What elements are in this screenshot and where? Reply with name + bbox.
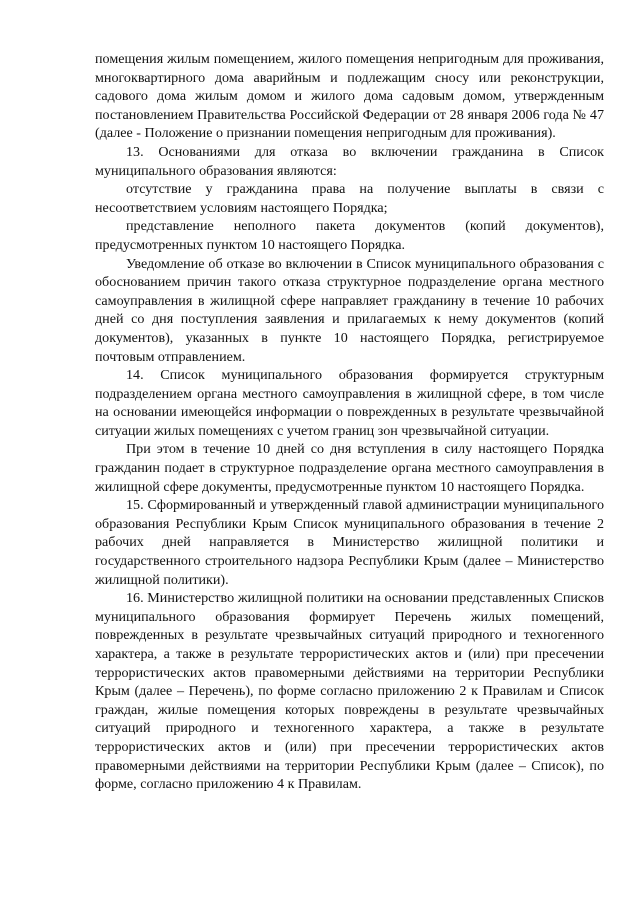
paragraph-13-item-2: представление неполного пакета документов (копий документов), предусмотренных пунктом 10 настоящего Порядка. [95, 218, 604, 253]
paragraph-13-item-1: отсутствие у гражданина права на получение выплаты в связи с несоответствием условиям настоящего Порядка; [95, 181, 604, 216]
paragraph-14-deadline: При этом в течение 10 дней со дня вступления в силу настоящего Порядка гражданин подает в структурное подразделение органа местного самоуправления в жилищной сфере документы, предусмотренные пунктом 10 настоящего Порядка. [95, 441, 604, 495]
paragraph-14: 14. Список муниципального образования формируется структурным подразделением органа местного самоуправления в жилищной сфере, в том числе на основании имеющейся информации о поврежденных в результате чрезвычайной ситуации жилых помещениях с учетом границ зон чрезвычайной ситуации. [95, 367, 604, 439]
paragraph-15: 15. Сформированный и утвержденный главой администрации муниципального образования Республики Крым Список муниципального образования в течение 2 рабочих дней направляется в Министерство жилищной политики и государственного строительного надзора Республики Крым (далее – Министерство жилищной политики). [95, 497, 604, 588]
paragraph-13: 13. Основаниями для отказа во включении гражданина в Список муниципального образования являются: [95, 143, 604, 179]
paragraph-13-notice: Уведомление об отказе во включении в Список муниципального образования с обоснованием причин такого отказа структурное подразделение органа местного самоуправления в жилищной сфере направляет гражданину в течение 10 рабочих дней со дня поступления заявления и прилагаемых к нему документов (копий документов), указанных в пункте 10 настоящего Порядка, регистрируемое почтовым отправлением. [95, 255, 604, 365]
paragraph-16: 16. Министерство жилищной политики на основании представленных Списков муниципального образования формирует Перечень жилых помещений, поврежденных в результате чрезвычайных ситуаций природного и техногенного характера, а также в результате террористических актов и (или) при пресечении террористических актов правомерными действиями на территории Республики Крым (далее – Перечень), по форме согласно приложению 2 к Правилам и Список граждан, жилые помещения которых повреждены в результате чрезвычайных ситуаций природного и техногенного характера, а также в результате террористических актов и (или) при пресечении террористических актов правомерными действиями на территории Республики Крым (далее – Список), по форме, согласно приложению 4 к Правилам. [95, 590, 604, 793]
paragraph-positions-continuation: помещения жилым помещением, жилого помещения непригодным для проживания, многоквартирного дома аварийным и подлежащим сносу или реконструкции, садового дома жилым домом и жилого дома садовым домом, утвержденным постановлением Правительства Российской Федерации от 28 января 2006 года № 47 (далее - Положение о признании помещения непригодным для проживания). [95, 51, 604, 142]
